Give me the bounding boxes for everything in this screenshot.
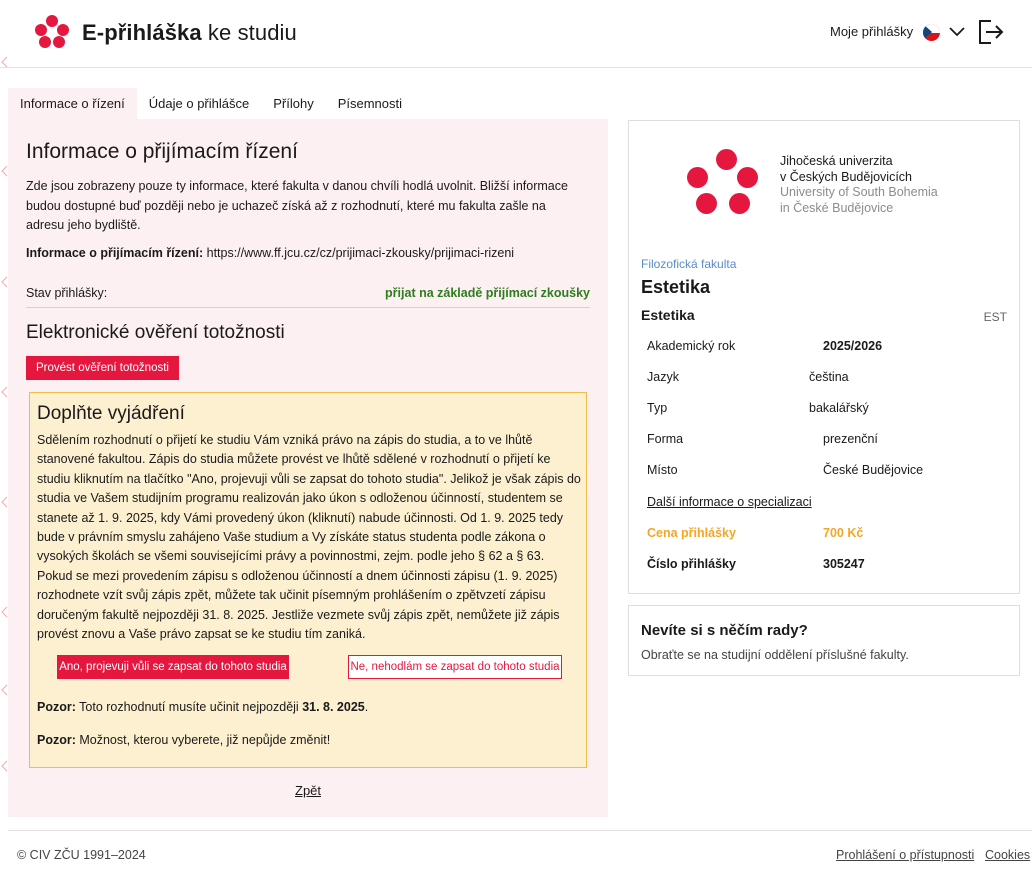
warning-text: Toto rozhodnutí musíte učinit nejpozději (75, 700, 303, 714)
warning-label: Pozor: (37, 733, 76, 747)
detail-value: České Budějovice (823, 463, 924, 477)
detail-value: 2025/2026 (823, 339, 883, 353)
logout-icon[interactable] (977, 19, 1005, 45)
help-card (628, 605, 1020, 676)
my-applications-link[interactable]: Moje přihlášky (830, 24, 914, 39)
detail-key: Forma (647, 432, 684, 446)
copyright: © CIV ZČU 1991–2024 (17, 848, 146, 862)
edge-chevron-icon (0, 684, 8, 696)
main-panel (8, 119, 608, 817)
university-name-en-2: in České Budějovice (780, 200, 894, 215)
university-name-en-1: University of South Bohemia (780, 185, 938, 199)
specialization-name: Estetika (641, 307, 695, 323)
warning-text: Možnost, kterou vyberete, již nepůjde změnit! (75, 733, 331, 747)
program-code: EST (983, 310, 1007, 324)
admission-info-label: Informace o přijímacím řízení: (26, 246, 204, 260)
detail-key: Místo (647, 463, 678, 477)
status-label: Stav přihlášky: (26, 286, 108, 300)
university-name (780, 154, 938, 216)
detail-value: bakalářský (809, 401, 869, 415)
faculty-name: Filozofická fakulta (641, 257, 737, 271)
identity-verification-title: Elektronické ověření totožnosti (26, 322, 285, 343)
app-title-bold: E-přihláška (82, 20, 202, 45)
admission-info-url: https://www.ff.jcu.cz/cz/prijimaci-zkousky/prijimaci-rizeni (203, 246, 515, 260)
detail-key: Jazyk (647, 370, 679, 384)
edge-chevron-icon (0, 276, 8, 288)
cookies-link[interactable]: Cookies (985, 848, 1031, 862)
detail-value: čeština (809, 370, 849, 384)
price-label: Cena přihlášky (647, 526, 736, 540)
tab-application-details[interactable]: Údaje o přihlášce (148, 96, 250, 111)
price-value: 700 Kč (823, 526, 864, 540)
header (0, 0, 1032, 68)
tab-attachments[interactable]: Přílohy (273, 96, 314, 111)
edge-chevron-icon (0, 760, 8, 772)
university-name-cz-2: v Českých Budějovicích (780, 169, 913, 184)
edge-chevron-icon (0, 56, 8, 68)
edge-chevron-icon (0, 606, 8, 618)
university-name-cz-1: Jihočeská univerzita (780, 154, 893, 168)
application-number-value: 305247 (823, 557, 865, 571)
page-title: Informace o přijímacím řízení (26, 140, 298, 163)
tab-process-info[interactable]: Informace o řízení (8, 88, 137, 119)
intro-text: Zde jsou zobrazeny pouze ty informace, které fakulta v danou chvíli hodlá uvolnit. Bližší informace budou dostupné buď později nebo je uchazeč získá až z rozhodnutí, které mu fakulta zašle na adresu jeho bydliště. (26, 179, 568, 232)
warning-end: . (364, 700, 369, 714)
detail-row-price (647, 526, 1007, 546)
university-logo-icon (687, 149, 767, 219)
detail-key: Typ (647, 401, 668, 415)
detail-row-type (647, 401, 1007, 421)
help-text: Obraťte se na studijní oddělení příslušné fakulty. (641, 648, 909, 662)
detail-row-language (647, 370, 1007, 390)
accessibility-link[interactable]: Prohlášení o přístupnosti (836, 848, 975, 862)
warning-deadline: 31. 8. 2025 (302, 700, 365, 714)
tab-bar (8, 88, 414, 119)
app-logo-icon[interactable] (35, 15, 69, 49)
warning-label: Pozor: (37, 700, 76, 714)
tab-documents[interactable]: Písemnosti (337, 96, 403, 111)
edge-chevron-icon (0, 386, 8, 398)
detail-value: prezenční (823, 432, 878, 446)
footer (8, 830, 1032, 892)
detail-row-place (647, 463, 1007, 483)
edge-chevron-icon (0, 165, 8, 177)
declaration-text: Sdělením rozhodnutí o přijetí ke studiu Vám vzniká právo na zápis do studia, a to ve lhůtě stanovené fakultou. Zápis do studia můžete provést ve lhůtě sdělené v rozhodnutí o přijetí ke studiu kliknutím na tlačítko "Ano, projevuji vůli se zapsat do tohoto studia". Jelikož je však zápis do studia ve Vašem studijním programu realizován jako úkon s odloženou účinností, studentem se stanete až 1. 9. 2025, kdy Vámi provedený úkon (kliknutí) nabude účinnosti. Od 1. 9. 2025 tedy bude v právním smyslu zahájeno Vaše studium a Vy získáte status studenta podle zákona o vysokých školách se všemi souvisejícími právy a povinnostmi, zejm. podle jeho § 62 a § 63. Pokud se mezi provedením zápisu s odloženou účinností a dnem účinnosti zápisu (1. 9. 2025) rozhodnete vzít svůj zápis zpět, můžete tak učinit písemným prohlášením o zpětvzetí zápisu doručeným fakultě nejpozději 31. 8. 2025. Jestliže vezmete svůj zápis zpět, nemůžete již zápis provést znovu a Vaše právo zapsat se ke studiu tím zaniká. (37, 433, 581, 642)
detail-row-form (647, 432, 1007, 452)
back-link[interactable]: Zpět (295, 783, 322, 798)
declaration-box (29, 392, 587, 768)
program-name: Estetika (641, 277, 711, 297)
detail-row-academic-year (647, 339, 1007, 359)
detail-key: Akademický rok (647, 339, 736, 353)
enroll-yes-button[interactable]: Ano, projevuji vůli se zapsat do tohoto studia (57, 655, 289, 679)
application-number-label: Číslo přihlášky (647, 557, 736, 571)
edge-chevron-icon (0, 496, 8, 508)
admission-info-line (26, 246, 514, 260)
verify-identity-button[interactable]: Provést ověření totožnosti (26, 356, 179, 380)
czech-flag-icon[interactable] (923, 24, 940, 41)
program-card (628, 120, 1020, 594)
help-title: Nevíte si s něčím rady? (641, 622, 808, 639)
chevron-down-icon[interactable] (948, 22, 966, 40)
app-title-rest: ke studiu (201, 20, 297, 45)
irreversible-warning (37, 733, 330, 747)
status-badge: přijat na základě přijímací zkoušky (385, 286, 590, 300)
declaration-title: Doplňte vyjádření (37, 403, 185, 424)
detail-row-application-number (647, 557, 1007, 577)
enroll-no-button[interactable]: Ne, nehodlám se zapsat do tohoto studia (348, 655, 562, 679)
deadline-warning (37, 700, 368, 714)
app-title (82, 20, 297, 46)
more-info-link[interactable]: Další informace o specializaci (647, 495, 812, 509)
application-status-row (26, 282, 590, 308)
